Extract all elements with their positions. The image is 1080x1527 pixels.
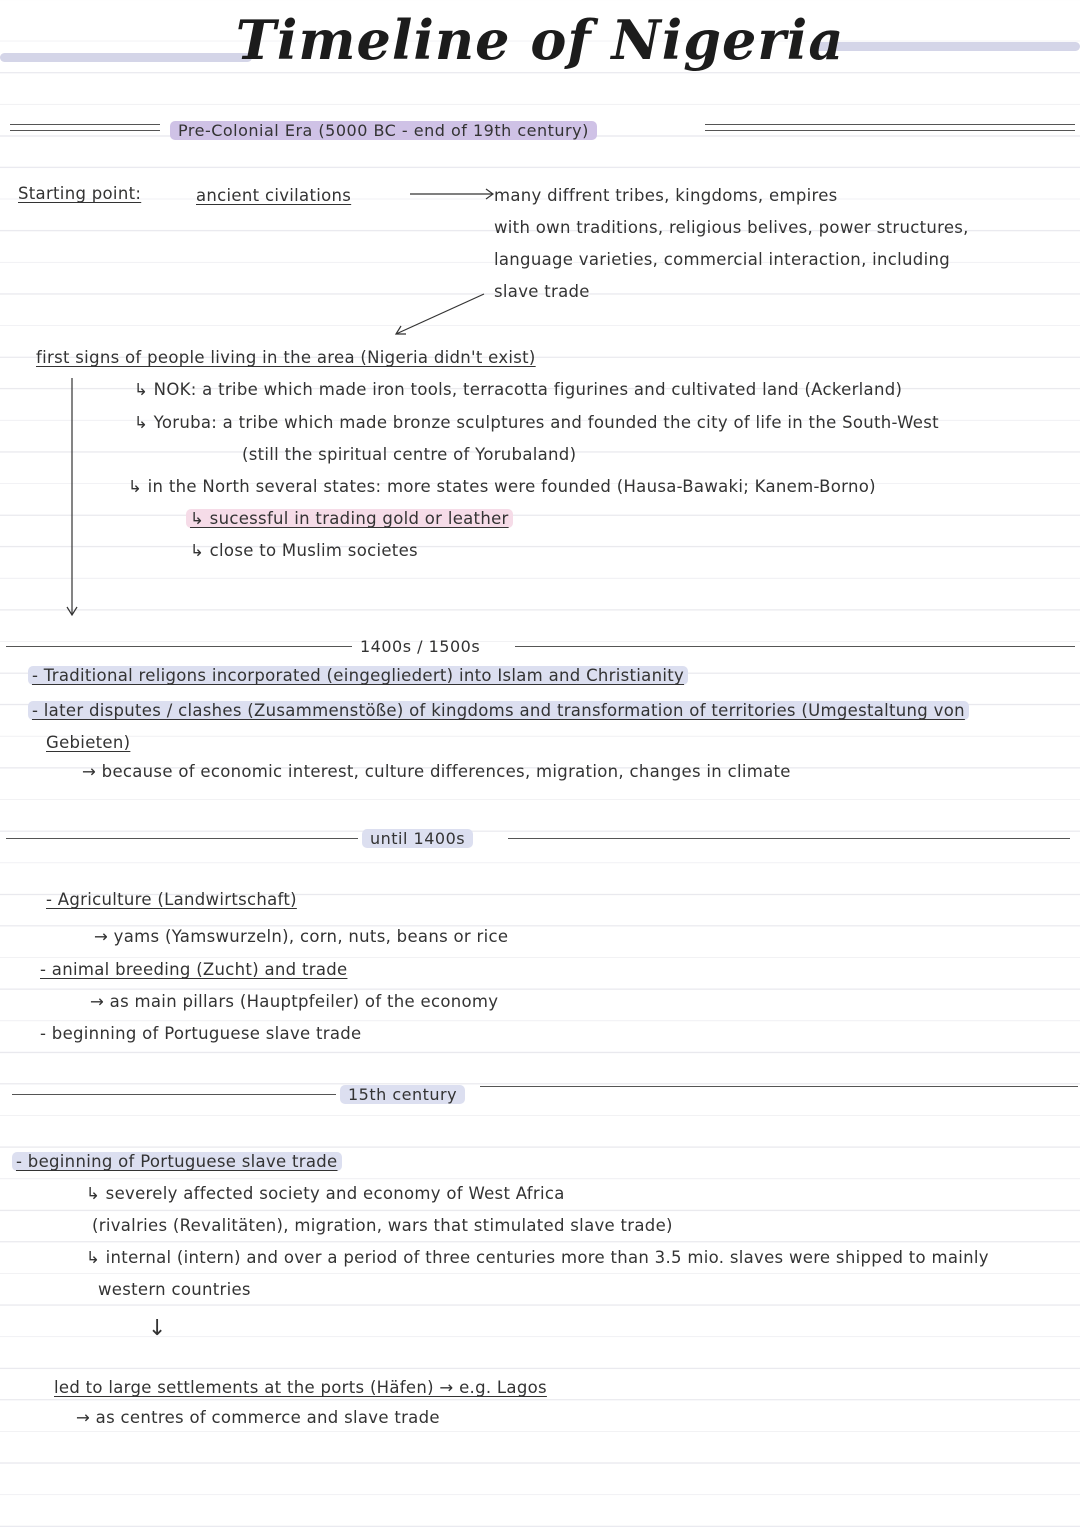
yams-line: → yams (Yamswurzeln), corn, nuts, beans or rice — [94, 927, 509, 946]
settlements-line: led to large settlements at the ports (Häfen) → e.g. Lagos — [54, 1378, 547, 1397]
pillars-line: → as main pillars (Hauptpfeiler) of the economy — [90, 992, 499, 1011]
vertical-arrow-icon — [62, 376, 82, 620]
first-signs-line: first signs of people living in the area (Nigeria didn't exist) — [36, 348, 536, 367]
arrow-diagonal-icon — [390, 290, 490, 340]
tribes-line-1: many diffrent tribes, kingdoms, empires — [494, 186, 838, 205]
portuguese-beginning-line: - beginning of Portuguese slave trade — [12, 1152, 342, 1171]
starting-point-label: Starting point: — [18, 184, 142, 203]
animal-breeding-line: - animal breeding (Zucht) and trade — [40, 960, 348, 979]
yoruba-line-2: (still the spiritual centre of Yorubaland) — [242, 445, 577, 464]
rule-line — [6, 646, 352, 647]
rivalries-line: (rivalries (Revalitäten), migration, wars that stimulated slave trade) — [92, 1216, 673, 1235]
rule-line — [6, 838, 358, 839]
arrow-right-icon — [408, 186, 496, 202]
page-title: Timeline of Nigeria — [235, 8, 845, 72]
because-line: → because of economic interest, culture differences, migration, changes in climate — [82, 762, 791, 781]
era-heading-precolonial: Pre-Colonial Era (5000 BC - end of 19th century) — [170, 121, 597, 140]
traditional-religions-line: - Traditional religons incorporated (eingegliedert) into Islam and Christianity — [28, 666, 688, 685]
rule-line — [515, 646, 1075, 647]
rule-line — [705, 130, 1075, 131]
internal-line: ↳ internal (intern) and over a period of three centuries more than 3.5 mio. slaves were shipped to mainly — [86, 1248, 989, 1267]
tribes-line-4: slave trade — [494, 282, 590, 301]
gebieten-line: Gebieten) — [46, 733, 131, 752]
severely-line: ↳ severely affected society and economy of West Africa — [86, 1184, 565, 1203]
tribes-line-2: with own traditions, religious belives, power structures, — [494, 218, 969, 237]
yoruba-line: ↳ Yoruba: a tribe which made bronze sculptures and founded the city of life in the South-West — [134, 413, 939, 432]
arrow-down-icon: ↓ — [148, 1316, 167, 1341]
agriculture-line: - Agriculture (Landwirtschaft) — [46, 890, 297, 909]
rule-line — [12, 1094, 336, 1095]
nok-line: ↳ NOK: a tribe which made iron tools, terracotta figurines and cultivated land (Ackerland) — [134, 380, 903, 399]
gold-trade-line: ↳ sucessful in trading gold or leather — [186, 509, 513, 528]
western-countries-line: western countries — [98, 1280, 251, 1299]
muslim-line: ↳ close to Muslim societes — [190, 541, 418, 560]
portuguese-slave-trade-line: - beginning of Portuguese slave trade — [40, 1024, 362, 1043]
rule-line — [10, 130, 160, 131]
disputes-line: - later disputes / clashes (Zusammenstöße) of kingdoms and transformation of territories (Umgestaltung von — [28, 701, 969, 720]
centres-line: → as centres of commerce and slave trade — [76, 1408, 440, 1427]
rule-line — [705, 124, 1075, 125]
rule-line — [10, 124, 160, 125]
era-heading-until-1400s: until 1400s — [362, 829, 473, 848]
tribes-line-3: language varieties, commercial interaction, including — [494, 250, 951, 269]
rule-line — [508, 838, 1070, 839]
era-heading-15th-century: 15th century — [340, 1085, 465, 1104]
rule-line — [480, 1086, 1078, 1087]
north-states-line: ↳ in the North several states: more states were founded (Hausa-Bawaki; Kanem-Borno) — [128, 477, 876, 496]
era-heading-1400s-1500s: 1400s / 1500s — [360, 637, 481, 656]
ancient-civilisations: ancient civilations — [196, 186, 352, 205]
